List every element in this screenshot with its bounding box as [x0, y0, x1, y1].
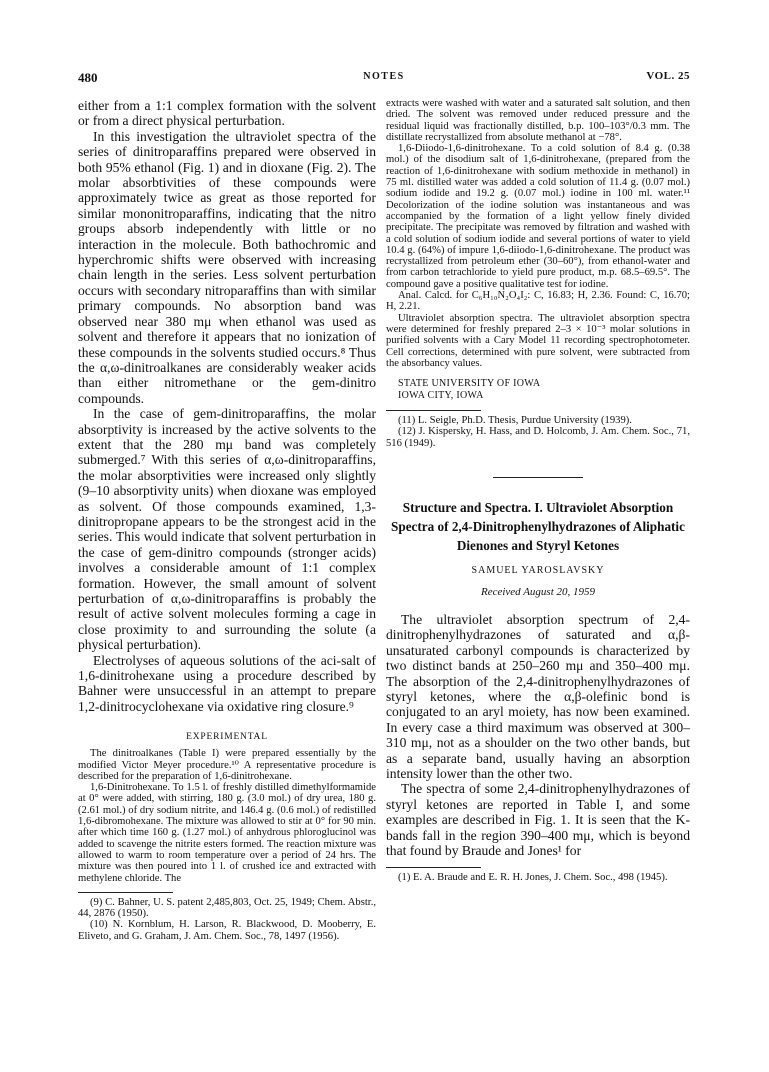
body-paragraph: The ultraviolet absorption spectrum of 2,4-dinitrophenylhydrazones of saturated and α,β-unsaturated carbonyl compounds is characterized by two distinct bands at 250–260 mμ and 350–400 mμ. The absorption of the 2,4-dinitrophenylhydrazones of styryl ketones, where the α,β-olefinic bond is conjugated to an aryl moiety, has now been examined. In every case a third maximum was observed at 300–310 mμ, not as a shoulder on the two other bands, but as a separate band, usually having an absorption intensity lower than the other two. — [386, 612, 690, 782]
experimental-paragraph: extracts were washed with water and a saturated salt solution, and then dried. The solvent was removed under reduced pressure and the residual liquid was fractionally distilled, b.p. 100–103°/0.3 mm. The distillate recrystallized from absolute methanol at −78°. — [386, 98, 690, 143]
experimental-paragraph: Ultraviolet absorption spectra. The ultraviolet absorption spectra were determined for freshly prepared 2–3 × 10⁻³ molar solutions in purified solvents with a Cary Model 11 recording spectrophotometer. Cell corrections, determined with pure solvent, were subtracted from the absorbancy values. — [386, 312, 690, 369]
footnote-rule — [386, 410, 481, 411]
experimental-paragraph: Anal. Calcd. for C₆H₁₀N₂O₄I₂: C, 16.83; H, 2.36. Found: C, 16.70; H, 2.21. — [386, 290, 690, 313]
body-paragraph: either from a 1:1 complex formation with the solvent or from a direct physical perturbation. — [78, 98, 376, 129]
left-body — [78, 98, 376, 714]
affiliation-line: STATE UNIVERSITY OF IOWA — [398, 378, 541, 390]
body-paragraph: In this investigation the ultraviolet spectra of the series of dinitroparaffins prepared were observed in both 95% ethanol (Fig. 1) and in dioxane (Fig. 2). The molar absorbtivities of these compounds were approximately twice as great as those reported for similar mononitroparaffins, indicating that the nitro groups absorb independently with little or no interaction in the molecule. Both bathochromic and hyperchromic shifts were observed with increasing chain length in the series. Less solvent perturbation occurs with secondary nitroparaffins than with similar primary compounds. No absorption band was observed near 380 mμ when ethanol was used as solvent and therefore it appears that no ionization of these compounds in the solvents studied occurs.⁸ Thus the α,ω-dinitroalkanes are considerably weaker acids than either nitromethane or the gem-dinitro compounds. — [78, 128, 376, 406]
footnotes — [386, 415, 690, 449]
footnotes — [78, 897, 376, 942]
body-paragraph: The spectra of some 2,4-dinitrophenylhydrazones of styryl ketones are reported in Table I, and some examples are described in Fig. 1. It is seen that the K-bands fall in the region 390–400 mμ, which is beyond that found by Braude and Jones¹ for — [386, 781, 690, 859]
footnote: (9) C. Bahner, U. S. patent 2,485,803, Oct. 25, 1949; Chem. Abstr., 44, 2876 (1950). — [78, 896, 376, 920]
experimental-paragraph: The dinitroalkanes (Table I) were prepared essentially by the modified Victor Meyer procedure.¹⁰ A representative procedure is described for the preparation of 1,6-dinitrohexane. — [78, 748, 376, 782]
article-author: SAMUEL YAROSLAVSKY — [471, 565, 605, 577]
footnote: (1) E. A. Braude and E. R. H. Jones, J. Chem. Soc., 498 (1945). — [398, 871, 668, 883]
page-number: 480 — [78, 70, 98, 85]
running-title: NOTES — [363, 71, 405, 82]
affiliation — [386, 378, 690, 402]
footnote-rule — [386, 867, 481, 868]
article-separator — [493, 477, 583, 478]
running-header — [78, 70, 690, 88]
right-column — [386, 98, 690, 883]
received-date: Received August 20, 1959 — [480, 586, 596, 599]
footnotes — [386, 872, 690, 883]
volume-label: VOL. 25 — [646, 70, 690, 82]
footnote: (10) N. Kornblum, H. Larson, R. Blackwood, D. Mooberry, E. Eliveto, and G. Graham, J. Am. Chem. Soc., 78, 1497 (1956). — [78, 919, 376, 942]
footnote-rule — [78, 892, 173, 893]
footnote: (11) L. Seigle, Ph.D. Thesis, Purdue University (1939). — [398, 415, 632, 427]
body-paragraph: Electrolyses of aqueous solutions of the aci-salt of 1,6-dinitrohexane using a procedure described by Bahner were unsuccessful in an attempt to prepare 1,2-dinitrocyclohexane via oxidative ring closure.⁹ — [78, 652, 376, 714]
body-paragraph: In the case of gem-dinitroparaffins, the molar absorptivity is increased by the active solvents to the extent that the 280 mμ band was completely submerged.⁷ With this series of α,ω-dinitroparaffins, the molar absorptivities were increased only slightly (9–10 absorptivity units) when dioxane was employed as solvent. Of those compounds examined, 1,3-dinitropropane appears to be the strongest acid in the series. This would indicate that solvent perturbation in the case of gem-dinitro compounds (stronger acids) involves a considerable amount of 1:1 complex formation. However, the small amount of solvent perturbation of α,ω-dinitroparaffins is probably the result of active solvent molecules forming a cage in close proximity to and surrounding the solute (a physical perturbation). — [78, 406, 376, 653]
article-body — [386, 612, 690, 859]
affiliation-line: IOWA CITY, IOWA — [398, 390, 484, 402]
left-column — [78, 98, 376, 942]
experimental-paragraph: 1,6-Diiodo-1,6-dinitrohexane. To a cold solution of 8.4 g. (0.38 mol.) of the disodium salt of 1,6-dinitrohexane, (prepared from the reaction of 1,6-dinitrohexane with sodium methoxide in methanol) in 75 ml. distilled water was added a cold solution of 11.4 g. (0.07 mol.) sodium iodide and 19.2 g. (0.07 mol.) iodine in 100 ml. water.¹¹ Decolorization of the iodine solution was instantaneous and was accompanied by the formation of a light yellow finely divided precipitate. The precipitate was removed by filtration and washed with a cold solution of sodium iodide and several portions of water to yield 10.4 g. (64%) of impure 1,6-diiodo-1,6-dinitrohexane. The product was recrystallized from petroleum ether (30–60°), from ethanol-water and from carbon tetrachloride to yield pure product, m.p. 68.5–69.5°. The compound gave a positive qualitative test for iodine. — [386, 143, 690, 290]
experimental-continued — [386, 98, 690, 369]
article-title: Structure and Spectra. I. Ultraviolet Absorption Spectra of 2,4-Dinitrophenylhydrazones of Aliphatic Dienones and Styryl Ketones — [391, 500, 685, 554]
experimental-paragraph: 1,6-Dinitrohexane. To 1.5 l. of freshly distilled dimethylformamide at 0° were added, with stirring, 180 g. (3.0 mol.) of dry urea, 180 g. (2.61 mol.) of dry sodium nitrite, and 146.4 g. (0.6 mol.) of redistilled 1,6-dibromohexane. The mixture was allowed to stir at 0° for 90 min. after which time 160 g. (1.27 mol.) of anhydrous phloroglucinol was added to scavenge the nitrite esters formed. The reaction mixture was allowed to warm to room temperature over a period of 24 hrs. The mixture was then poured into 1 l. of crushed ice and extracted with methylene chloride. The — [78, 782, 376, 884]
experimental-section — [78, 748, 376, 884]
footnote: (12) J. Kispersky, H. Hass, and D. Holcomb, J. Am. Chem. Soc., 71, 516 (1949). — [386, 426, 690, 449]
experimental-heading: EXPERIMENTAL — [186, 732, 268, 743]
